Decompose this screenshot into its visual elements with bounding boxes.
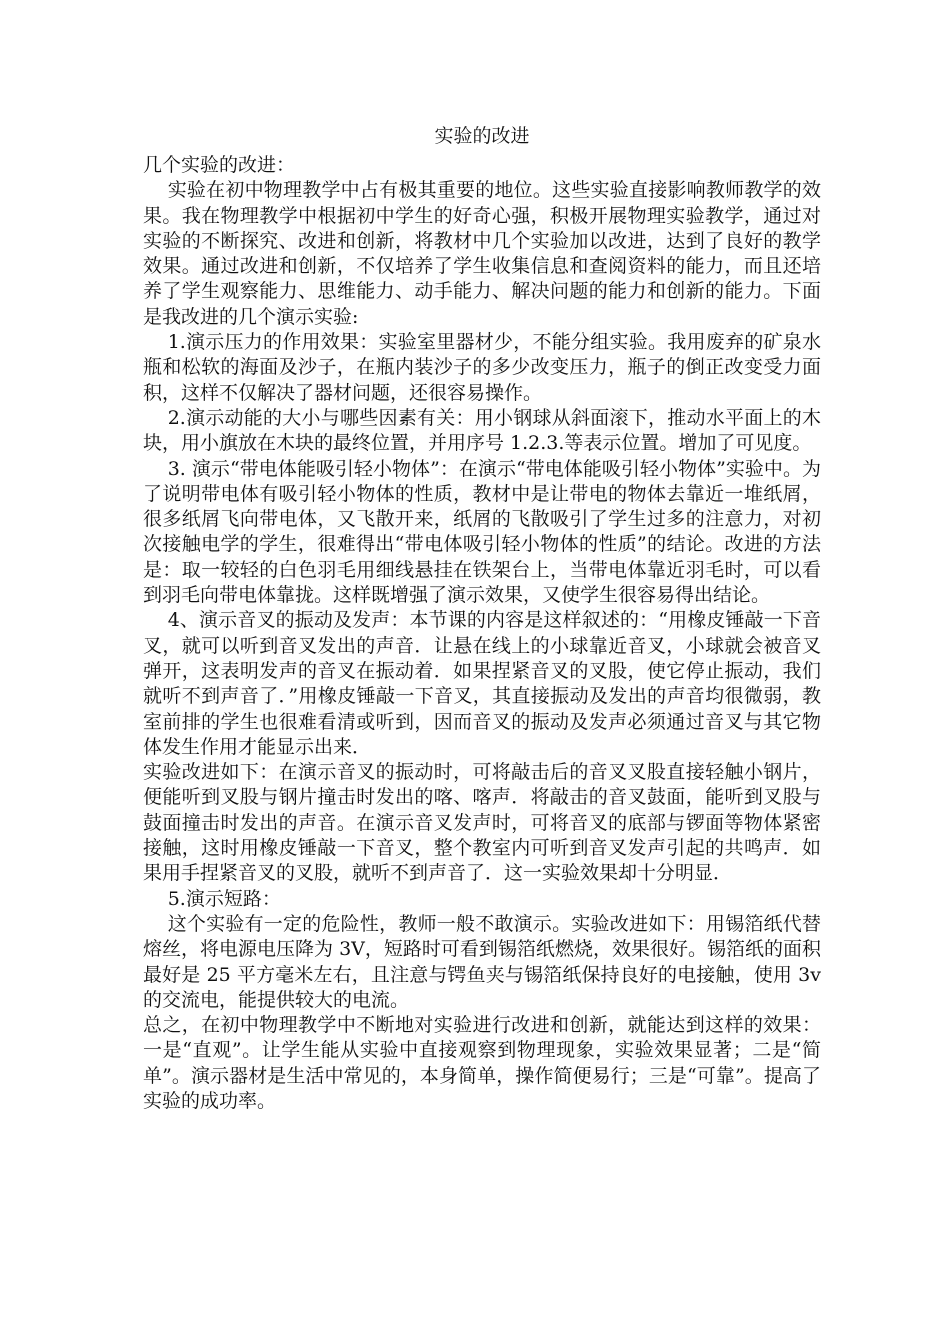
experiment-1-paragraph: 1.演示压力的作用效果：实验室里器材少，不能分组实验。我用废弃的矿泉水瓶和松软的海面及沙子，在瓶内装沙子的多少改变压力，瓶子的倒正改变受力面积，这样不仅解决了器材问题，还很容易操作。: [143, 331, 821, 404]
experiment-5-heading: 5.演示短路：: [167, 887, 281, 910]
document-title: 实验的改进: [434, 125, 530, 147]
experiment-5-paragraph: 这个实验有一定的危险性，教师一般不敢演示。实验改进如下：用锡箔纸代替熔丝，将电源电压降为 3V，短路时可看到锡箔纸燃烧，效果很好。锡箔纸的面积最好是 25 平方毫米左右，且注意与锷鱼夹与锡箔纸保持良好的电接触，使用 3v 的交流电，能提供较大的电流。: [143, 912, 821, 1011]
intro-heading: 几个实验的改进：: [143, 154, 296, 176]
experiment-4-improvement-paragraph: 实验改进如下：在演示音叉的振动时，可将敲击后的音叉叉股直接轻触小钢片，便能听到叉股与钢片撞击时发出的喀、喀声．将敲击的音叉鼓面，能听到叉股与鼓面撞击时发出的声音。在演示音叉发声时，可将音叉的底部与锣面等物体紧密接触，这时用橡皮锤敲一下音叉，整个教室内可听到音叉发声引起的共鸣声．如果用手捏紧音叉的叉股，就听不到声音了．这一实验效果却十分明显．: [143, 761, 821, 885]
intro-paragraph: 实验在初中物理教学中占有极其重要的地位。这些实验直接影响教师教学的效果。我在物理教学中根据初中学生的好奇心强，积极开展物理实验教学，通过对实验的不断探究、改进和创新，将教材中几个实验加以改进，达到了良好的教学效果。通过改进和创新，不仅培养了学生收集信息和查阅资料的能力，而且还培养了学生观察能力、思维能力、动手能力、解决问题的能力和创新的能力。下面是我改进的几个演示实验:: [143, 179, 821, 328]
experiment-2-paragraph: 2.演示动能的大小与哪些因素有关：用小钢球从斜面滚下，推动水平面上的木块，用小旗放在木块的最终位置，并用序号 1.2.3.等表示位置。增加了可见度。: [143, 406, 821, 455]
experiment-4-paragraph: 4、演示音叉的振动及发声：本节课的内容是这样叙述的：“用橡皮锤敲一下音叉，就可以听到音叉发出的声音．让悬在线上的小球靠近音叉，小球就会被音叉弹开，这表明发声的音叉在振动着．如果捏紧音叉的叉股，使它停止振动，我们就听不到声音了．”用橡皮锤敲一下音叉，其直接振动及发出的声音均很微弱，教室前排的学生也很难看清或听到，因而音叉的振动及发声必须通过音叉与其它物体发生作用才能显示出来．: [143, 609, 821, 758]
experiment-3-paragraph: 3. 演示“带电体能吸引轻小物体”：在演示“带电体能吸引轻小物体”实验中。为了说明带电体有吸引轻小物体的性质，教材中是让带电的物体去靠近一堆纸屑，很多纸屑飞向带电体，又飞散开来，纸屑的飞散吸引了学生过多的注意力，对初次接触电学的学生，很难得出“带电体吸引轻小物体的性质”的结论。改进的方法是：取一较轻的白色羽毛用细线悬挂在铁架台上，当带电体靠近羽毛时，可以看到羽毛向带电体靠拢。这样既增强了演示效果，又使学生很容易得出结论。: [143, 457, 821, 607]
conclusion-paragraph: 总之，在初中物理教学中不断地对实验进行改进和创新，就能达到这样的效果：一是“直观”。让学生能从实验中直接观察到物理现象，实验效果显著；二是“简单”。演示器材是生活中常见的，本身简单，操作简便易行；三是“可靠”。提高了实验的成功率。: [143, 1014, 821, 1112]
document-page: [143, 122, 821, 1114]
